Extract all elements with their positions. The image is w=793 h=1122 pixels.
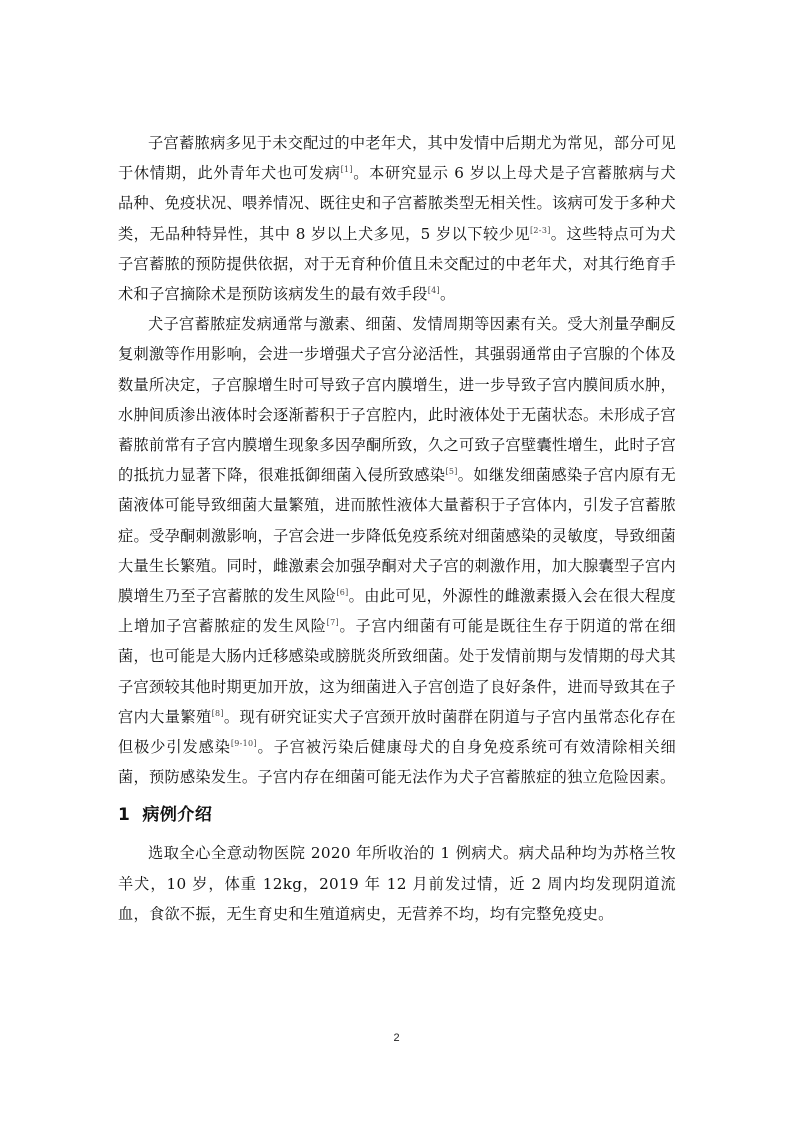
citation-reference: [5] (445, 467, 458, 477)
paragraph-text: 。现有研究证实犬子宫颈开放时菌群在阴道与子宫内虽常态化存在但极少引发感染 (118, 707, 676, 757)
paragraph-text: 。 (439, 285, 456, 304)
citation-reference: [7] (326, 618, 339, 628)
citation-reference: [9-10] (230, 739, 257, 748)
paragraph-text: 。子宫内细菌有可能是既往生存于阴道的常在细菌，也可能是大肠内迁移感染或膀胱炎所致细菌。处于发情前期与发情期的母犬其子宫颈较其他时期更加开放，这为细菌进入子宫创造了良好条件，进而导致其在子宫内大量繁殖 (118, 617, 676, 726)
paragraph-text: 。这些特点可为犬子宫蓄脓的预防提供依据，对于无育种价值且未交配过的中老年犬，对其行绝育手术和子宫摘除术是预防该病发生的最有效手段 (118, 224, 676, 304)
citation-reference: [4] (427, 285, 440, 295)
page-number: 2 (393, 1032, 400, 1044)
paragraph-text: 。由此可见，外源性的雌激素摄入会在很大程度上增加子宫蓄脓症的发生风险 (118, 587, 676, 636)
paragraph-text: 。子宫被污染后健康母犬的自身免疫系统可有效清除相关细菌，预防感染发生。子宫内存在细菌可能无法作为犬子宫蓄脓症的独立危险因素。 (118, 738, 676, 787)
case-description-paragraph: 选取全心全意动物医院 2020 年所收治的 1 例病犬。病犬品种均为苏格兰牧羊犬，10 岁，体重 12kg，2019 年 12 月前发过情，近 2 周内均发现阴道流血，食欲不振，无生育史和生殖道病史，无营养不均，均有完整免疫史。 (118, 844, 676, 923)
section-heading (118, 800, 676, 830)
citation-reference: [2-3] (530, 225, 551, 235)
paragraph-text: 子宫蓄脓病多见于未交配过的中老年犬，其中发情中后期尤为常见，部分可见于休情期，此外青年犬也可发病 (118, 134, 676, 183)
paragraph-text: 。如继发细菌感染子宫内原有无菌液体可能导致细菌大量繁殖，进而脓性液体大量蓄积于子宫体内，引发子宫蓄脓症。受孕酮刺激影响，子宫会进一步降低免疫系统对细菌感染的灵敏度，导致细菌大量生长繁殖。同时，雌激素会加强孕酮对犬子宫的刺激作用，加大腺囊型子宫内膜增生乃至子宫蓄脓的发生风险 (118, 466, 676, 606)
citation-reference: [6] (336, 587, 349, 597)
citation-reference: [1] (340, 165, 353, 175)
section-title: 病例介绍 (142, 805, 213, 826)
paragraph-2 (118, 309, 676, 792)
citation-reference: [8] (211, 708, 224, 718)
paragraph-1 (118, 128, 676, 309)
page-body (118, 128, 676, 929)
paragraph-text: 犬子宫蓄脓症发病通常与激素、细菌、发情周期等因素有关。受大剂量孕酮反复刺激等作用影响，会进一步增强犬子宫分泌活性，其强弱通常由子宫腺的个体及数量所决定，子宫腺增生时可导致子宫内膜增生，进一步导致子宫内膜间质水肿，水肿间质渗出液体时会逐渐蓄积于子宫腔内，此时液体处于无菌状态。未形成子宫蓄脓前常有子宫内膜增生现象多因孕酮所致，久之可致子宫壁囊性增生，此时子宫的抵抗力显著下降，很难抵御细菌入侵所致感染 (118, 315, 676, 485)
paragraph-text: 。本研究显示 6 岁以上母犬是子宫蓄脓病与犬品种、免疫状况、喂养情况、既往史和子宫蓄脓类型无相关性。该病可发于多种犬类，无品种特异性，其中 8 岁以上犬多见，5 岁以下较少见 (118, 164, 676, 243)
section-number: 1 (118, 805, 131, 826)
